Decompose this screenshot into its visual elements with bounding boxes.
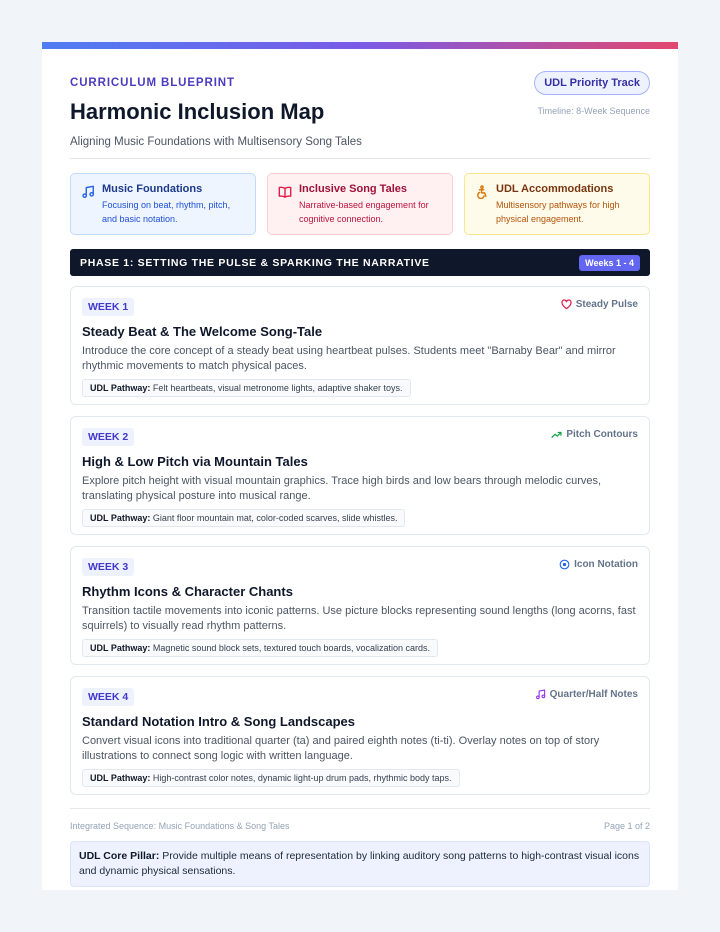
udl-core-pillar-box xyxy=(70,841,650,887)
pathway-label: UDL Pathway: xyxy=(90,513,151,523)
week-label: WEEK 4 xyxy=(82,688,134,706)
week-tag-label: Quarter/Half Notes xyxy=(549,689,638,700)
card-inclusive-song-tales xyxy=(267,173,453,235)
card-desc: Narrative-based engagement for cognitive connection. xyxy=(299,200,429,224)
week-description: Convert visual icons into traditional quarter (ta) and paired eighth notes (ti-ti). Overlay notes on top of story illustrations to connect song logic with written language. xyxy=(82,735,600,762)
week-tag xyxy=(561,299,638,310)
pathway-label: UDL Pathway: xyxy=(90,773,151,783)
gradient-top-bar xyxy=(42,42,678,49)
pathway-label: UDL Pathway: xyxy=(90,643,151,653)
target-circle-icon xyxy=(559,559,570,570)
pillar-label: UDL Core Pillar: xyxy=(79,850,160,862)
card-udl-accommodations xyxy=(464,173,650,235)
week-label: WEEK 2 xyxy=(82,428,134,446)
open-book-icon xyxy=(278,185,292,199)
week-card-2 xyxy=(70,416,650,535)
page-header xyxy=(70,49,650,159)
week-card-3 xyxy=(70,546,650,665)
card-music-foundations xyxy=(70,173,256,235)
week-card-4 xyxy=(70,676,650,795)
page-title: Harmonic Inclusion Map xyxy=(70,99,325,124)
week-title: High & Low Pitch via Mountain Tales xyxy=(82,454,308,469)
music-notes-icon xyxy=(535,689,546,700)
accessibility-icon xyxy=(475,185,489,199)
week-tag-label: Icon Notation xyxy=(574,559,638,570)
pathway-label: UDL Pathway: xyxy=(90,383,151,393)
timeline-text: Timeline: 8-Week Sequence xyxy=(537,106,650,116)
week-tag-label: Pitch Contours xyxy=(566,429,638,440)
week-label: WEEK 1 xyxy=(82,298,134,316)
week-tag xyxy=(559,559,638,570)
document-page xyxy=(42,42,678,890)
pathway-text: Felt heartbeats, visual metronome lights, adaptive shaker toys. xyxy=(152,383,403,393)
week-title: Standard Notation Intro & Song Landscapes xyxy=(82,714,356,729)
week-card-1 xyxy=(70,286,650,405)
pillar-text: Provide multiple means of representation by linking auditory song patterns to high-contrast visual icons and dynamic physical sensations. xyxy=(79,850,640,877)
udl-pathway xyxy=(82,509,405,527)
page-footer xyxy=(70,808,650,831)
card-desc: Focusing on beat, rhythm, pitch, and basic notation. xyxy=(102,200,231,224)
card-title: UDL Accommodations xyxy=(496,183,614,195)
udl-pathway xyxy=(82,639,438,657)
card-title: Music Foundations xyxy=(102,183,203,195)
week-description: Explore pitch height with visual mountain graphics. Trace high birds and low bears through melodic curves, translating physical posture into musical range. xyxy=(82,475,602,502)
phase-title: PHASE 1: SETTING THE PULSE & SPARKING THE NARRATIVE xyxy=(80,256,430,269)
week-tag-label: Steady Pulse xyxy=(575,299,638,310)
udl-pathway xyxy=(82,769,460,787)
week-title: Rhythm Icons & Character Chants xyxy=(82,584,293,599)
pillar-cards xyxy=(70,173,650,235)
week-description: Transition tactile movements into iconic patterns. Use picture blocks representing sound lengths (long acorns, fast squirrels) to visually read rhythm patterns. xyxy=(82,605,636,632)
pathway-text: High-contrast color notes, dynamic light-up drum pads, rhythmic body taps. xyxy=(152,773,452,783)
udl-pathway xyxy=(82,379,411,397)
phase-weeks-badge: Weeks 1 - 4 xyxy=(579,255,640,271)
card-desc: Multisensory pathways for high physical engagement. xyxy=(496,200,620,224)
week-tag xyxy=(535,689,638,700)
footer-sequence-text: Integrated Sequence: Music Foundations & Song Tales xyxy=(70,821,290,831)
week-title: Steady Beat & The Welcome Song-Tale xyxy=(82,324,323,339)
track-badge: UDL Priority Track xyxy=(534,71,650,95)
pathway-text: Giant floor mountain mat, color-coded scarves, slide whistles. xyxy=(152,513,398,523)
eyebrow-label: CURRICULUM BLUEPRINT xyxy=(70,77,235,89)
week-label: WEEK 3 xyxy=(82,558,134,576)
pathway-text: Magnetic sound block sets, textured touch boards, vocalization cards. xyxy=(152,643,431,653)
week-description: Introduce the core concept of a steady beat using heartbeat pulses. Students meet "Barnaby Bear" and mirror rhythmic movements to match physical paces. xyxy=(82,345,616,372)
music-note-icon xyxy=(81,185,95,199)
heart-icon xyxy=(561,299,572,310)
page-subtitle: Aligning Music Foundations with Multisensory Song Tales xyxy=(70,136,362,148)
trend-up-icon xyxy=(551,429,562,440)
card-title: Inclusive Song Tales xyxy=(299,183,407,195)
page-number: Page 1 of 2 xyxy=(603,821,650,831)
week-tag xyxy=(551,429,638,440)
phase-header-bar xyxy=(70,249,650,276)
